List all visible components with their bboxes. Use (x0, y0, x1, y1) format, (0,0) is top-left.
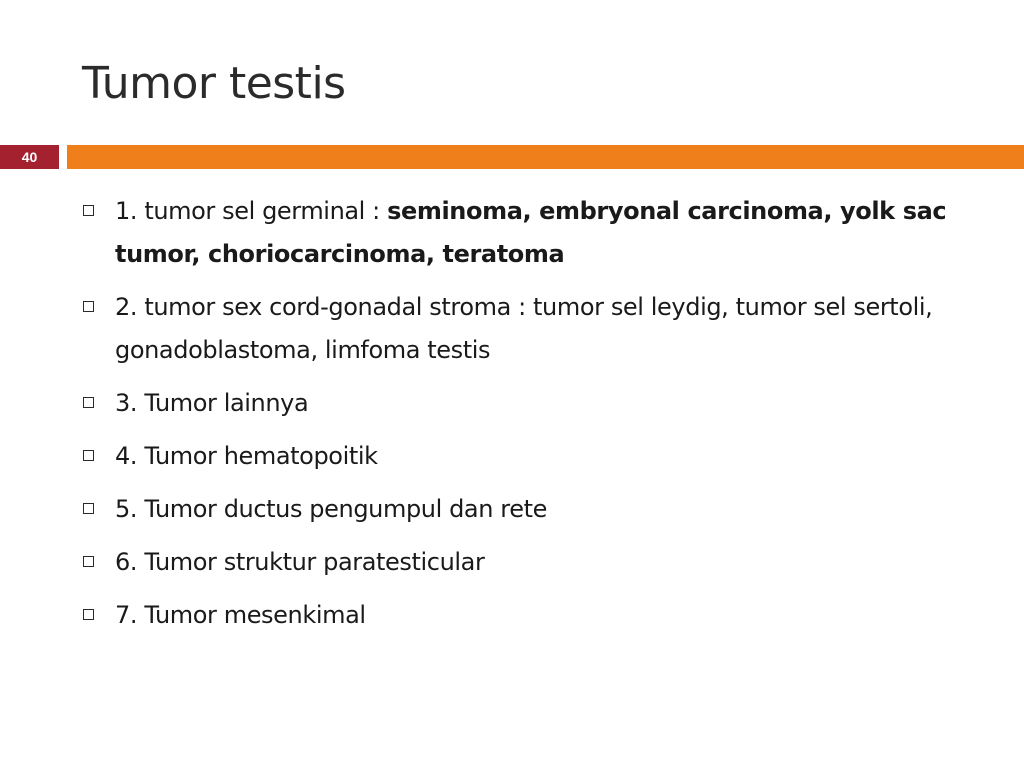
bullet-item-sex-cord (80, 286, 980, 372)
slide-number-badge: 40 (0, 145, 59, 169)
bullet-text: 1. tumor sel germinal : (115, 197, 388, 225)
bullet-text: 6. Tumor struktur paratesticular (115, 548, 485, 576)
bullet-text-bold: seminoma, embryonal carcinoma, yolk sac tumor, choriocarcinoma, teratoma (115, 197, 947, 268)
bullet-text: 7. Tumor mesenkimal (115, 601, 366, 629)
title-accent-bar (67, 145, 1024, 169)
bullet-text: 2. tumor sex cord-gonadal stroma : tumor sel leydig, tumor sel sertoli, gonadoblastoma, limfoma testis (115, 293, 933, 364)
bullet-item-hematopoietic (80, 435, 980, 478)
bullet-text: 5. Tumor ductus pengumpul dan rete (115, 495, 547, 523)
bullet-item-germ-cell (80, 190, 980, 276)
square-bullet-icon (83, 450, 94, 461)
bullet-item-collecting-duct (80, 488, 980, 531)
square-bullet-icon (83, 503, 94, 514)
slide-title: Tumor testis (82, 58, 346, 109)
square-bullet-icon (83, 556, 94, 567)
bullet-item-paratesticular (80, 541, 980, 584)
square-bullet-icon (83, 397, 94, 408)
bullet-text: 3. Tumor lainnya (115, 389, 309, 417)
bullet-list (80, 190, 980, 647)
square-bullet-icon (83, 609, 94, 620)
bullet-item-other (80, 382, 980, 425)
square-bullet-icon (83, 205, 94, 216)
square-bullet-icon (83, 301, 94, 312)
bullet-item-mesenchymal (80, 594, 980, 637)
bullet-text: 4. Tumor hematopoitik (115, 442, 378, 470)
